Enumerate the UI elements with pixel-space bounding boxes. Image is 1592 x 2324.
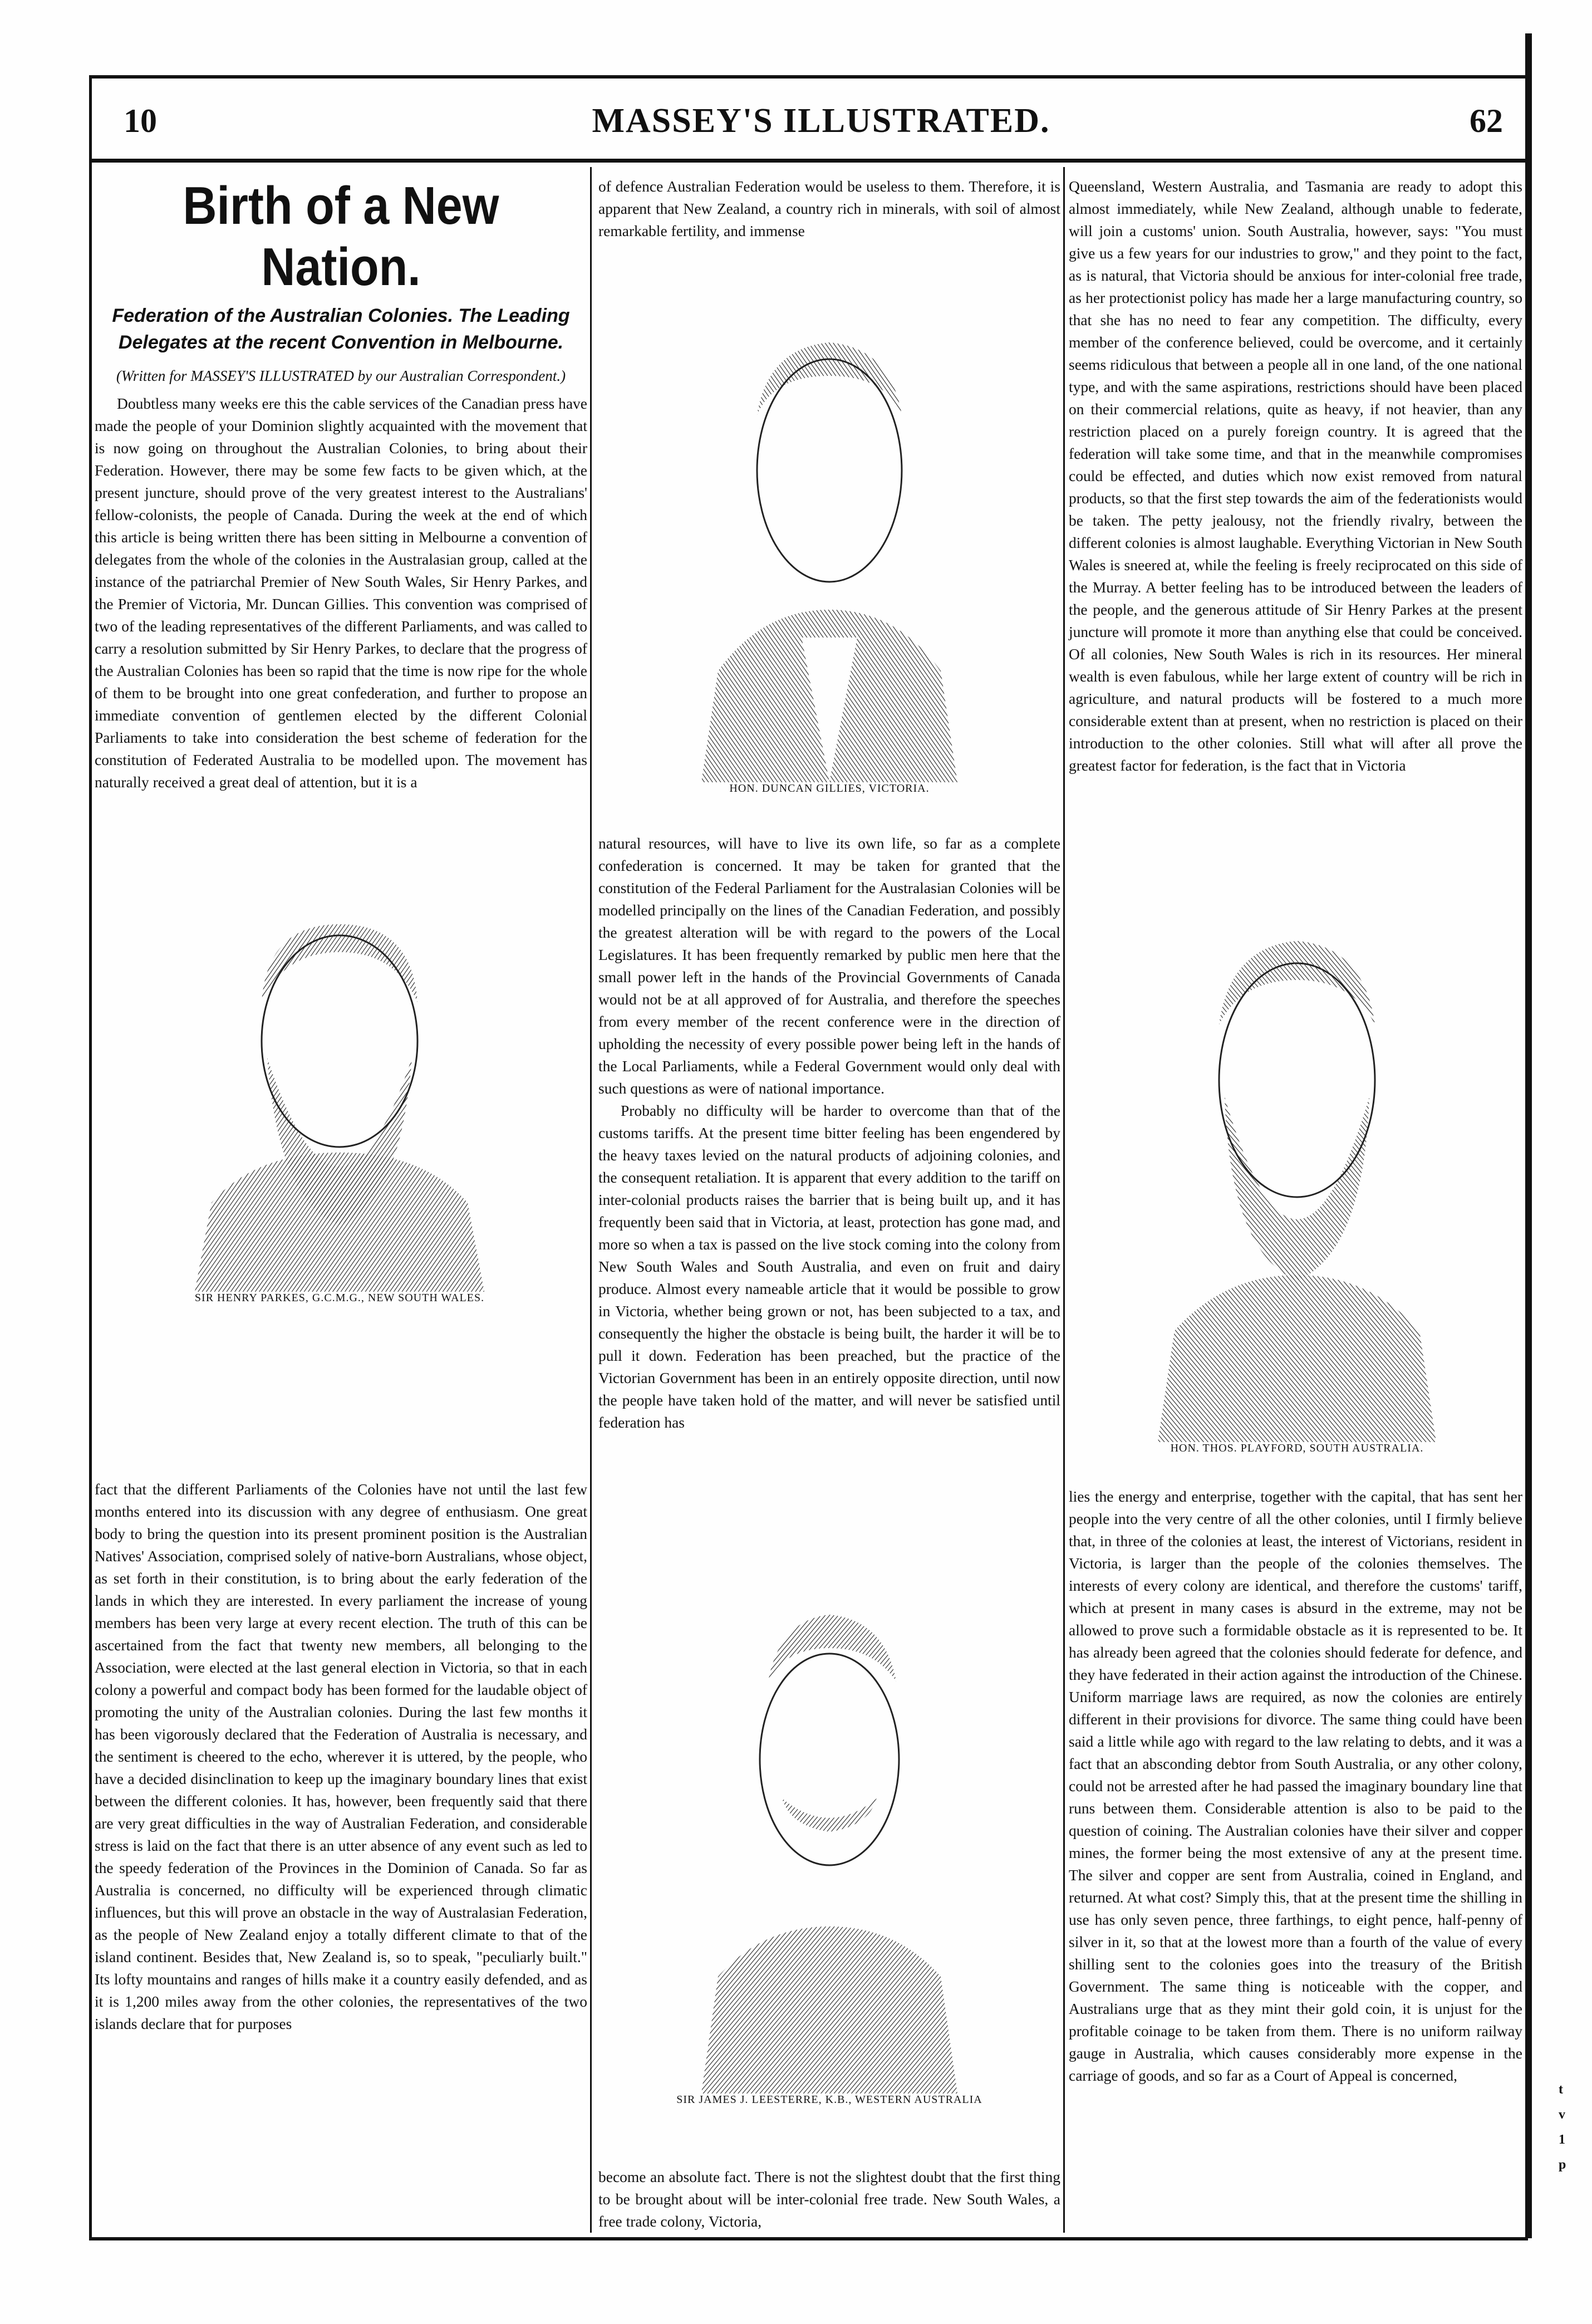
paragraph: Doubtless many weeks ere this the cable services of the Canadian press have made the people of your Dominion slightly acquainted with the movement that is now going on throughout the Australian Colonies, to bring about their Federation. However, there may be some few facts to be given which, at the present juncture, should prove of the very greatest interest to the Australians' fellow-colonists, the people of Canada. During the week at the end of which this article is being written there has been sitting in Melbourne a convention of delegates from the whole of the colonies in the Australasian group, called at the instance of the patriarchal Premier of New South Wales, Sir Henry Parkes, and the Premier of Victoria, Mr. Duncan Gillies. This convention was comprised of two of the leading representatives of the different Parliaments, and was called to carry a resolution submitted by Sir Henry Parkes, to declare that the progress of the Australian Colonies has been so rapid that the time is now ripe for the whole of them to be brought into one great confederation, and further to propose an immediate convention of gentlemen elected by the different Colonial Parliaments to take into consideration the best scheme of federation for the constitution of Federated Australia to be modelled upon. The movement has naturally received a great deal of attention, but it is a — [95, 395, 587, 791]
edge-letter: t — [1559, 2082, 1563, 2097]
column-1-lower — [95, 1478, 587, 2035]
column-1 — [95, 175, 587, 793]
left-border — [89, 75, 92, 2238]
portrait-engraving — [690, 1537, 969, 2093]
edge-letter: 1 — [1559, 2132, 1565, 2147]
article-byline: (Written for MASSEY'S ILLUSTRATED by our Australian Correspondent.) — [116, 367, 566, 384]
column-3-lower — [1069, 1485, 1522, 2087]
caption-gillies: HON. DUNCAN GILLIES, VICTORIA. — [729, 782, 930, 795]
paragraph: fact that the different Parliaments of the Colonies have not until the last few months entered into its discussion with any degree of enthusiasm. One great body to bring the question into its present prominent position is the Australian Natives' Association, comprised solely of native-born Australians, whose object, as set forth in their constitution, is to bring about the early federation of the lands in which they are interested. In every parliament the increase of young members has been very large at every recent election. The truth of this can be ascertained from the fact that twenty new members, all belonging to the Association, were elected at the last general election in Victoria, so that in each colony a powerful and compact body has been formed for the laudable object of promoting the unity of the Australian colonies. During the last few months it has been vigorously declared that the Federation of Australia is necessary, and the sentiment is cheered to the echo, wherever it is uttered, by the people, who have a decided disinclination to keep up the imaginary boundary lines that exist between the different colonies. It has, however, been frequently said that there are very great difficulties in the way of Australian Federation, and considerable stress is laid on the fact that there is an utter absence of any event such as led to the speedy federation of the Provinces in the Dominion of Canada. So far as Australia is concerned, no difficulty will be experienced through climatic influences, but this will prove an obstacle in the way of Australasian Federation, as the people of New Zealand enjoy a totally different climate to that of the island continent. Besides that, New Zealand is, so to speak, "peculiarly built." Its lofty mountains and ranges of hills make it a country easily defended, and as it is 1,200 miles away from the other colonies, the representatives of the two islands declare that for purposes — [95, 1480, 587, 2032]
caption-lee-steere: SIR JAMES J. LEESTERRE, K.B., WESTERN AUSTRALIA — [676, 2093, 982, 2106]
article-subtitle: Federation of the Australian Colonies. The Leading Delegates at the recent Convention in Melbourne. — [112, 305, 570, 353]
column-2-middle — [598, 832, 1060, 1434]
header-rule — [89, 159, 1528, 163]
page-number-left: 10 — [124, 102, 157, 139]
page-number-right: 62 — [1470, 102, 1503, 139]
bottom-rule — [89, 2237, 1528, 2240]
masthead-title: MASSEY'S ILLUSTRATED. — [592, 102, 1050, 140]
column-rule-1 — [590, 167, 592, 2233]
column-rule-2 — [1063, 167, 1065, 2233]
portrait-engraving — [1147, 896, 1447, 1442]
column-3 — [1069, 175, 1522, 777]
portrait-gillies-figure — [623, 248, 1035, 795]
column-2 — [598, 175, 1060, 242]
paragraph: of defence Australian Federation would be useless to them. Therefore, it is apparent that New Zealand, a country rich in minerals, with soil of almost remarkable fertility, and immense — [598, 178, 1060, 239]
top-rule — [89, 75, 1528, 79]
paragraph: lies the energy and enterprise, together with the capital, that has sent her people into the very centre of all the other colonies, until I firmly believe that, in three of the colonies at least, the interest of Victorians, resident in Victoria, is larger than the people of the colonies themselves. The interests of every colony are identical, and therefore the customs' tariff, which at present in many cases is absurd in the extreme, may not be allowed to prove such a formidable obstacle as it is represented to be. It has already been agreed that the colonies should federate for defence, and they have federated in their action against the introduction of the Chinese. Uniform marriage laws are required, as now the colonies are entirely different in their provisions for divorce. The same thing could have been said a little while ago with regard to the law relating to debts, and it was a fact that an absconding debtor from South Australia, or any other colony, could not be arrested after he had passed the imaginary boundary line that runs between them. Considerable attention is also to be paid to the question of coining. The Australian colonies have their silver and copper mines, the former being the most extensive of any at the present time. The silver and copper are sent from Australia, coined in England, and returned. At what cost? Simply this, that at the present time the shilling in use has only seven pence, three farthings, to eight pence, half-penny of silver in it, so that at the lowest more than a fourth of the value of every shilling sent to the colonies goes into the treasury of the British Government. The same thing is noticeable with the copper, and Australians urge that as they mint their gold coin, it is unjust for the profitable coinage to be taken from them. There is no uniform railway gauge in Australia, which causes considerably more expense in the carriage of goods, and so far as a Court of Appeal is concerned, — [1069, 1488, 1522, 2084]
article-title: Birth of a New Nation. — [183, 176, 499, 297]
caption-parkes: SIR HENRY PARKES, G.C.M.G., NEW SOUTH WALES. — [194, 1292, 485, 1304]
paragraph: Queensland, Western Australia, and Tasmania are ready to adopt this almost immediately, while New Zealand, although unable to federate, will join a customs' union. South Australia, however, says: "You must give us a few years for our industries to grow," and they point to the fact, as is natural, that Victoria should be anxious for inter-colonial free trade, as her protectionist policy has made her a large manufacturing country, so that she has no need to fear any competition. The difficulty, every member of the conference believed, could be overcome, and it certainly seems ridiculous that between a people all in one land, of the one national type, and with the same aspirations, restrictions should have been placed on their commercial relations, quite as heavy, if not heavier, than any restriction placed on a purely foreign country. It is agreed that the federation will take some time, and that in the meanwhile compromises could be effected, and duties which now exist removed from natural products, so that the first step towards the aim of the federationists would be taken. The petty jealousy, not the friendly rivalry, between the different colonies is almost laughable. Everything Victorian in New South Wales is sneered at, while the feeling is freely reciprocated on this side of the Murray. A better feeling has to be introduced between the leaders of the people, and the generous attitude of Sir Henry Parkes at the present juncture will promote it more than anything else that could be conceived. Of all colonies, New South Wales is rich in its resources. Her mineral wealth is even fabulous, while her large extent of country will be rich in agriculture, and natural products will be fostered to a much more considerable extent than at present, when no restriction is placed on their introduction to the other colonies. Still what will after all prove the greatest factor for federation, is the fact that in Victoria — [1069, 178, 1522, 774]
column-2-lower — [598, 2166, 1060, 2233]
portrait-playford-figure — [1097, 896, 1497, 1455]
right-border — [1525, 33, 1532, 2238]
paragraph: Probably no difficulty will be harder to overcome than that of the customs tariffs. At the present time bitter feeling has been engendered by the heavy taxes levied on the natural products of adjoining colonies, and the consequent retaliation. It is apparent that every addition to the tariff on inter-colonial products raises the barrier that is being built up, and it has frequently been said that in Victoria, at least, protection has gone mad, and more so when a tax is passed on the live stock coming into the colony from New South Wales and South Australia, and even on fruit and dairy produce. Almost every nameable article that it would be possible to grow in Victoria, whether being grown or not, has been subjected to a tax, and consequently the higher the obstacle is being built, the harder it will be to pull it down. Federation has been preached, but the practice of the Victorian Government has been in an entirely opposite direction, until now the people have taken hold of the matter, and will never be satisfied until federation has — [598, 1102, 1060, 1431]
paragraph: natural resources, will have to live its own life, so far as a complete confederation is concerned. It may be taken for granted that the constitution of the Federal Parliament for the Australasian Colonies will be modelled principally on the lines of the Canadian Federation, and possibly the greatest alteration will be with regard to the powers of the Local Legislatures. It has been frequently remarked by public men here that the small power left in the hands of the Provincial Governments of Canada would not be at all approved of for Australia, and therefore the speeches from every member of the recent conference were in the direction of upholding the necessity of every possible power being left in the hands of the Local Parliaments, while a Federal Government would only deal with such questions as were of national importance. — [598, 835, 1060, 1097]
paragraph: become an absolute fact. There is not the slightest doubt that the first thing to be brought about will be inter-colonial free trade. New South Wales, a free trade colony, Victoria, — [598, 2168, 1060, 2230]
portrait-engraving — [173, 891, 507, 1292]
portrait-parkes-figure — [145, 891, 534, 1305]
edge-letter: p — [1559, 2158, 1566, 2172]
portrait-engraving — [685, 248, 974, 782]
caption-playford: HON. THOS. PLAYFORD, SOUTH AUSTRALIA. — [1170, 1442, 1424, 1454]
portrait-lee-steere-figure — [629, 1537, 1030, 2106]
edge-letter: v — [1559, 2107, 1565, 2122]
